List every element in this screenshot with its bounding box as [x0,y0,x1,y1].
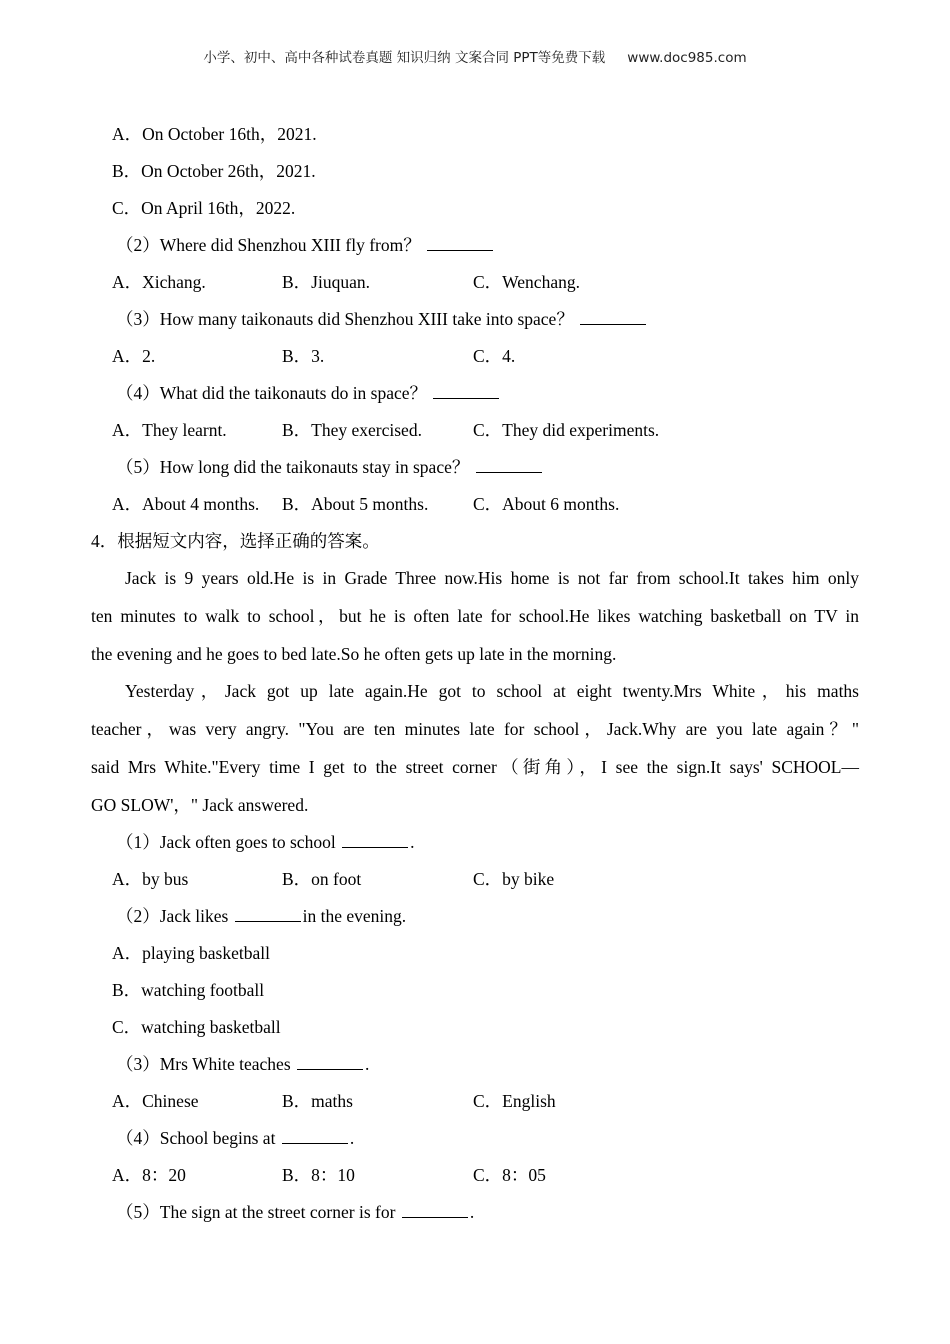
passage-p2-line2: teacher，was very angry. "You are ten minutes late for school，Jack.Why are you late again？" [91,719,859,739]
option-c: C．They did experiments. [473,420,660,440]
option-a: A．8：20 [112,1165,186,1185]
answer-blank [235,906,301,922]
option-b: B．They exercised. [282,420,422,440]
q3-1-option-a: A．On October 16th，2021. [112,124,317,144]
question-text-end: . [365,1054,370,1074]
option-c: C．About 6 months. [473,494,620,514]
option-c: C．Wenchang. [473,272,580,292]
question-text: （1）Jack often goes to school [116,832,341,852]
option-a: A．by bus [112,869,189,889]
question-text: （2）Jack likes [116,906,233,926]
option-a: A．About 4 months. [112,494,260,514]
q4-2-question [116,905,406,927]
passage-p2-line1: Yesterday，Jack got up late again.He got to school at eight twenty.Mrs White，his maths [125,681,859,701]
answer-blank [433,383,499,399]
option-c: C．English [473,1091,556,1111]
answer-blank [476,457,542,473]
option-b: B．About 5 months. [282,494,429,514]
passage-p1-line3: the evening and he goes to bed late.So he often gets up late in the morning. [91,644,617,664]
answer-blank [402,1202,468,1218]
option-b: B．8：10 [282,1165,355,1185]
option-a: A．2. [112,346,156,366]
q3-3-question [116,308,648,330]
q3-5-text: （5）How long did the taikonauts stay in space？ [116,457,470,477]
option-a: A．Chinese [112,1091,199,1111]
answer-blank [282,1128,348,1144]
option-c: C．4. [473,346,516,366]
option-b: B．maths [282,1091,353,1111]
header-url[interactable]: www.doc985.com [627,50,747,66]
answer-blank [342,832,408,848]
passage-p1-line2: ten minutes to walk to school，but he is often late for school.He likes watching basketball on TV in [91,606,859,626]
answer-blank [297,1054,363,1070]
q3-2-question [116,234,495,256]
option-b: B．on foot [282,869,362,889]
passage-p2-line4: GO SLOW'，" Jack answered. [91,795,309,815]
question-text-end: . [469,1202,475,1222]
q4-title: 4．根据短文内容，选择正确的答案。 [91,531,380,551]
q4-2-option-a: A．playing basketball [112,943,270,963]
q3-3-text: （3）How many taikonauts did Shenzhou XIII take into space？ [116,309,574,329]
question-text-end: . [349,1128,355,1148]
q3-5-question [116,456,544,478]
q4-5-question [116,1201,474,1223]
q4-2-option-b: B．watching football [112,980,265,1000]
passage-p1-line1: Jack is 9 years old.He is in Grade Three now.His home is not far from school.It takes him only [125,568,859,588]
passage-p2-line3: said Mrs White."Every time I get to the street corner（街角），I see the sign.It says' SCHOOL— [91,757,859,777]
answer-blank [427,235,493,251]
question-text: （3）Mrs White teaches [116,1054,296,1074]
q4-1-question [116,831,414,853]
q4-2-option-c: C．watching basketball [112,1017,281,1037]
option-b: B．3. [282,346,325,366]
question-text-end: . [410,832,415,852]
q4-4-question [116,1127,354,1149]
option-a: A．They learnt. [112,420,227,440]
q3-4-question [116,382,501,404]
option-a: A．Xichang. [112,272,206,292]
q3-1-option-b: B．On October 26th，2021. [112,161,316,181]
answer-blank [580,309,646,325]
option-c: C．8：05 [473,1165,546,1185]
q3-1-option-c: C．On April 16th，2022. [112,198,296,218]
option-b: B．Jiuquan. [282,272,370,292]
q3-4-text: （4）What did the taikonauts do in space？ [116,383,428,403]
page-header [0,46,950,66]
question-text: （5）The sign at the street corner is for [116,1202,400,1222]
question-text-end: in the evening. [302,906,407,926]
q3-2-text: （2）Where did Shenzhou XIII fly from？ [116,235,421,255]
q4-3-question [116,1053,369,1075]
question-text: （4）School begins at [116,1128,280,1148]
option-c: C．by bike [473,869,555,889]
header-text: 小学、初中、高中各种试卷真题 知识归纳 文案合同 PPT等免费下载 [203,50,606,66]
